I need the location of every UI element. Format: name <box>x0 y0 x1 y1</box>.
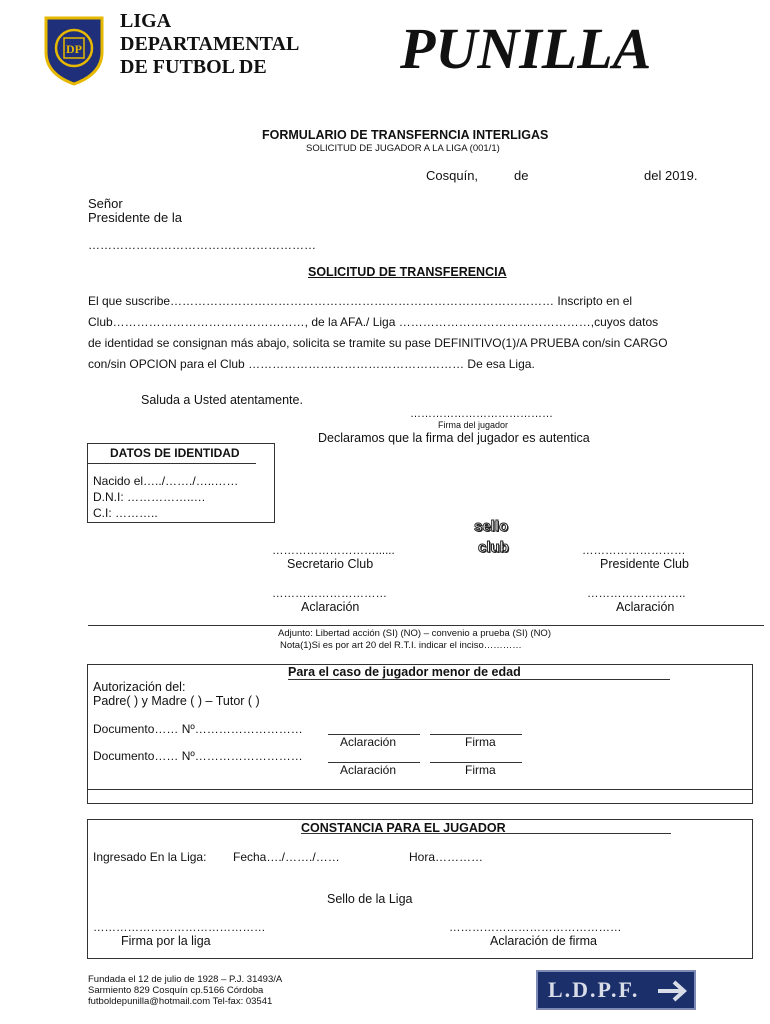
minor-aclaracion-1: Aclaración <box>340 735 397 749</box>
minor-auth: Autorización del: <box>93 680 186 694</box>
org-line-1: LIGA <box>120 10 172 32</box>
minor-title-underline <box>288 679 670 680</box>
date-year: del 2019. <box>644 168 698 183</box>
constancia-title-underline <box>301 833 671 834</box>
org-name: PUNILLA <box>400 16 652 81</box>
minor-doc-1: Documento…… Nº……………………… <box>93 722 303 736</box>
signature-dots: ………………………………… <box>410 408 553 420</box>
clarif-dots-left: ………………………… <box>272 588 387 600</box>
footer-line-2: Sarmiento 829 Cosquín cp.5166 Córdoba <box>88 985 264 996</box>
secretary-dots: ………………………...... <box>272 545 395 557</box>
separator-line <box>88 625 764 626</box>
minor-options: Padre( ) y Madre ( ) – Tutor ( ) <box>93 694 260 708</box>
form-title: FORMULARIO DE TRANSFERNCIA INTERLIGAS <box>262 128 549 142</box>
constancia-sello: Sello de la Liga <box>327 892 413 906</box>
identity-title: DATOS DE IDENTIDAD <box>110 446 240 460</box>
minor-firma-1: Firma <box>465 735 496 749</box>
ldpf-badge-text: L.D.P.F. <box>548 977 640 1002</box>
seal-line-1: sello <box>474 518 509 535</box>
constancia-hora: Hora………… <box>409 850 484 864</box>
recipient-dots: ………………………………………………… <box>88 238 316 252</box>
constancia-title: CONSTANCIA PARA EL JUGADOR <box>301 821 506 835</box>
president-dots: ……………………… <box>582 545 686 557</box>
arrow-right-icon <box>656 978 692 1004</box>
salutation: Señor <box>88 196 123 211</box>
note-adjunto: Adjunto: Libertad acción (SI) (NO) – convenio a prueba (SI) (NO) <box>278 628 551 639</box>
clarif-label-right: Aclaración <box>616 600 675 614</box>
identity-dni: D.N.I: ……………..… <box>93 490 206 504</box>
footer-line-1: Fundada el 12 de julio de 1928 – P.J. 31493/A <box>88 974 283 985</box>
secretary-label: Secretario Club <box>287 557 374 571</box>
ldpf-badge <box>536 970 696 1010</box>
league-logo <box>42 14 106 86</box>
constancia-dots-left: ……………………………………… <box>93 922 266 934</box>
constancia-aclaracion-firma: Aclaración de firma <box>490 934 597 948</box>
identity-box <box>87 443 275 523</box>
body-line-1: El que suscribe…………………………………………………………………………………… Inscripto en el <box>88 294 633 308</box>
identity-ci: C.I: ……….. <box>93 506 158 520</box>
minor-title: Para el caso de jugador menor de edad <box>288 665 521 679</box>
date-de: de <box>514 168 529 183</box>
closing: Saluda a Usted atentamente. <box>141 393 303 407</box>
minor-box <box>87 664 753 804</box>
identity-title-underline <box>88 463 256 464</box>
body-line-3: de identidad se consignan más abajo, solicita se tramite su pase DEFINITIVO(1)/A PRUEBA con/sin CARGO <box>88 336 668 350</box>
seal-line-2: club <box>478 539 509 556</box>
constancia-ingresado: Ingresado En la Liga: <box>93 850 207 864</box>
constancia-box <box>87 819 753 959</box>
signature-label: Firma del jugador <box>438 420 509 430</box>
body-line-2: Club…………………………………………, de la AFA./ Liga …………………………………………,cuyos datos <box>88 315 659 329</box>
constancia-firma-liga: Firma por la liga <box>121 934 211 948</box>
constancia-fecha: Fecha…./……./…… <box>233 850 340 864</box>
minor-bottom-divider <box>88 789 752 790</box>
declaration: Declaramos que la firma del jugador es autentica <box>318 431 590 445</box>
note-nota: Nota(1)Si es por art 20 del R.T.I. indicar el inciso………… <box>280 640 522 651</box>
place: Cosquín, <box>426 168 479 183</box>
clarif-dots-right: …………………….. <box>587 588 686 600</box>
minor-doc-2: Documento…… Nº……………………… <box>93 749 303 763</box>
constancia-dots-right: ……………………………………… <box>449 922 622 934</box>
svg-text:DP: DP <box>66 42 82 56</box>
recipient: Presidente de la <box>88 210 182 225</box>
minor-firma-2: Firma <box>465 763 496 777</box>
president-label: Presidente Club <box>600 557 689 571</box>
body-line-4: con/sin OPCION para el Club ……………………………………………… De esa Liga. <box>88 357 535 371</box>
clarif-label-left: Aclaración <box>301 600 360 614</box>
org-line-2: DEPARTAMENTAL <box>120 33 300 55</box>
footer-line-3: futboldepunilla@hotmail.com Tel-fax: 03541 <box>88 996 273 1007</box>
form-subtitle: SOLICITUD DE JUGADOR A LA LIGA (001/1) <box>306 143 500 154</box>
minor-aclaracion-2: Aclaración <box>340 763 397 777</box>
identity-born: Nacido el…../……./…..…… <box>93 474 239 488</box>
section-title: SOLICITUD DE TRANSFERENCIA <box>308 265 507 279</box>
org-line-3: DE FUTBOL DE <box>120 56 267 78</box>
